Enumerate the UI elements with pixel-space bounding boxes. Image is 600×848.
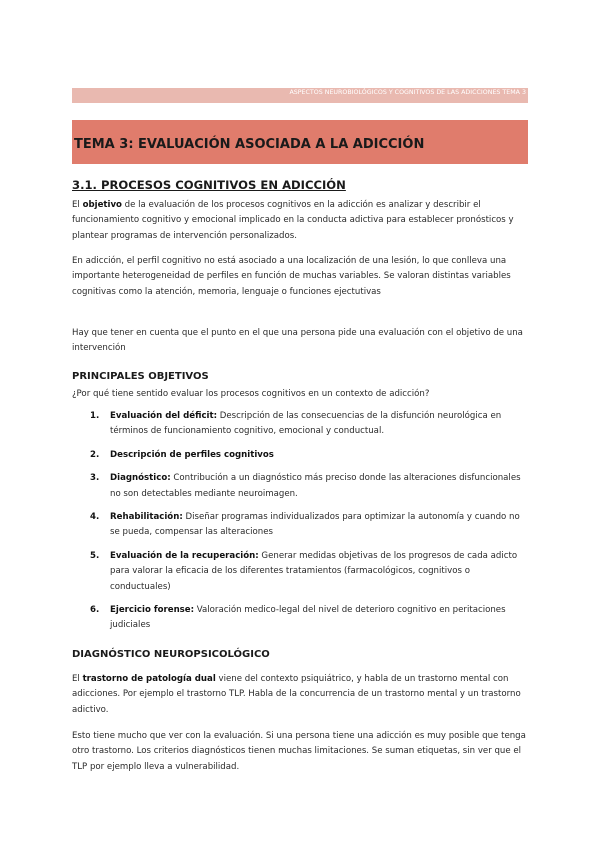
running-header-bar — [72, 88, 528, 103]
objective-number: 5. — [90, 550, 100, 561]
objective-term: Descripción de perfiles cognitivos — [110, 449, 274, 460]
bold-term-patologia-dual: trastorno de patología dual — [82, 674, 216, 684]
objectives-question: ¿Por qué tiene sentido evaluar los procesos cognitivos en un contexto de adicción? — [72, 389, 430, 399]
chapter-title: TEMA 3: EVALUACIÓN ASOCIADA A LA ADICCIÓN — [74, 137, 425, 152]
objective-number: 1. — [90, 411, 100, 421]
chapter-title-bar — [72, 120, 528, 164]
objective-item-1: 1. Evaluación del déficit: Descripción de las consecuencias de la disfunción neurológica en términos de funcionamiento cognitivo, emocional y conductual. — [90, 411, 502, 437]
objective-number: 6. — [90, 605, 100, 616]
objectives-heading: PRINCIPALES OBJETIVOS — [72, 371, 209, 382]
objective-item-2 — [90, 448, 530, 463]
objective-term: Rehabilitación: — [110, 512, 183, 523]
objective-term: Evaluación de la recuperación: — [110, 550, 259, 561]
objective-item-4: 4. Rehabilitación: Diseñar programas individualizados para optimizar la autonomía y cuando no se pueda, compensar las alteraciones — [90, 512, 520, 538]
objective-item-5: 5. Evaluación de la recuperación: Generar medidas objetivas de los progresos de cada adicto para valorar la eficacia de los diferentes tratamientos (farmacológicos, cognitivos o conductuales) — [90, 550, 518, 592]
objective-term: Diagnóstico: — [110, 473, 171, 484]
objective-item-3: 3. Diagnóstico: Contribución a un diagnóstico más preciso donde las alteraciones disfuncionales no son detectables mediante neuroimagen. — [90, 473, 521, 499]
intro-paragraph-2: En adicción, el perfil cognitivo no está asociado a una localización de una lesión, lo que conlleva una importante heterogeneidad de perfiles en función de muchas variables. Se valoran distintas variables cognitivas como la atención, memoria, lenguaje o funciones ejectutivas — [72, 256, 511, 297]
objective-number: 4. — [90, 512, 100, 523]
diagnostic-paragraph-2: Esto tiene mucho que ver con la evaluación. Si una persona tiene una adicción es muy posible que tenga otro trastorno. Los criterios diagnósticos tienen muchas limitaciones. Se suman etiquetas, sin ver que el TLP por ejemplo lleva a vulnerabilidad. — [72, 731, 526, 772]
intro-paragraph-1: El objetivo de la evaluación de los procesos cognitivos en la adicción es analizar y describir el funcionamiento cognitivo y emocional implicado en la conducta adictiva para establecer pronósticos y plantear programas de intervención personalizados. — [72, 200, 514, 241]
section-heading: 3.1. PROCESOS COGNITIVOS EN ADICCIÓN — [72, 178, 346, 192]
bold-term-objetivo: objetivo — [82, 200, 122, 210]
objective-item-6: 6. Ejercicio forense: Valoración medico-legal del nivel de deterioro cognitivo en peritaciones judiciales — [90, 605, 506, 631]
objective-number: 3. — [90, 473, 100, 484]
intro-paragraph-3: Hay que tener en cuenta que el punto en el que una persona pide una evaluación con el objetivo de una intervención — [72, 328, 523, 354]
diagnostic-heading: DIAGNÓSTICO NEUROPSICOLÓGICO — [72, 649, 270, 660]
objective-term: Ejercicio forense: — [110, 605, 195, 616]
objective-term: Evaluación del déficit: — [110, 411, 218, 421]
diagnostic-paragraph-1: El trastorno de patología dual viene del contexto psiquiátrico, y habla de un trastorno mental con adicciones. Por ejemplo el trastorno TLP. Habla de la concurrencia de un trastorno mental y un trastorno adictivo. — [72, 674, 521, 715]
running-header-text: ASPECTOS NEUROBIOLÓGICOS Y COGNITIVOS DE LAS ADICCIONES TEMA 3 — [289, 89, 526, 96]
objective-number: 2. — [90, 449, 100, 460]
objectives-list — [90, 409, 530, 634]
